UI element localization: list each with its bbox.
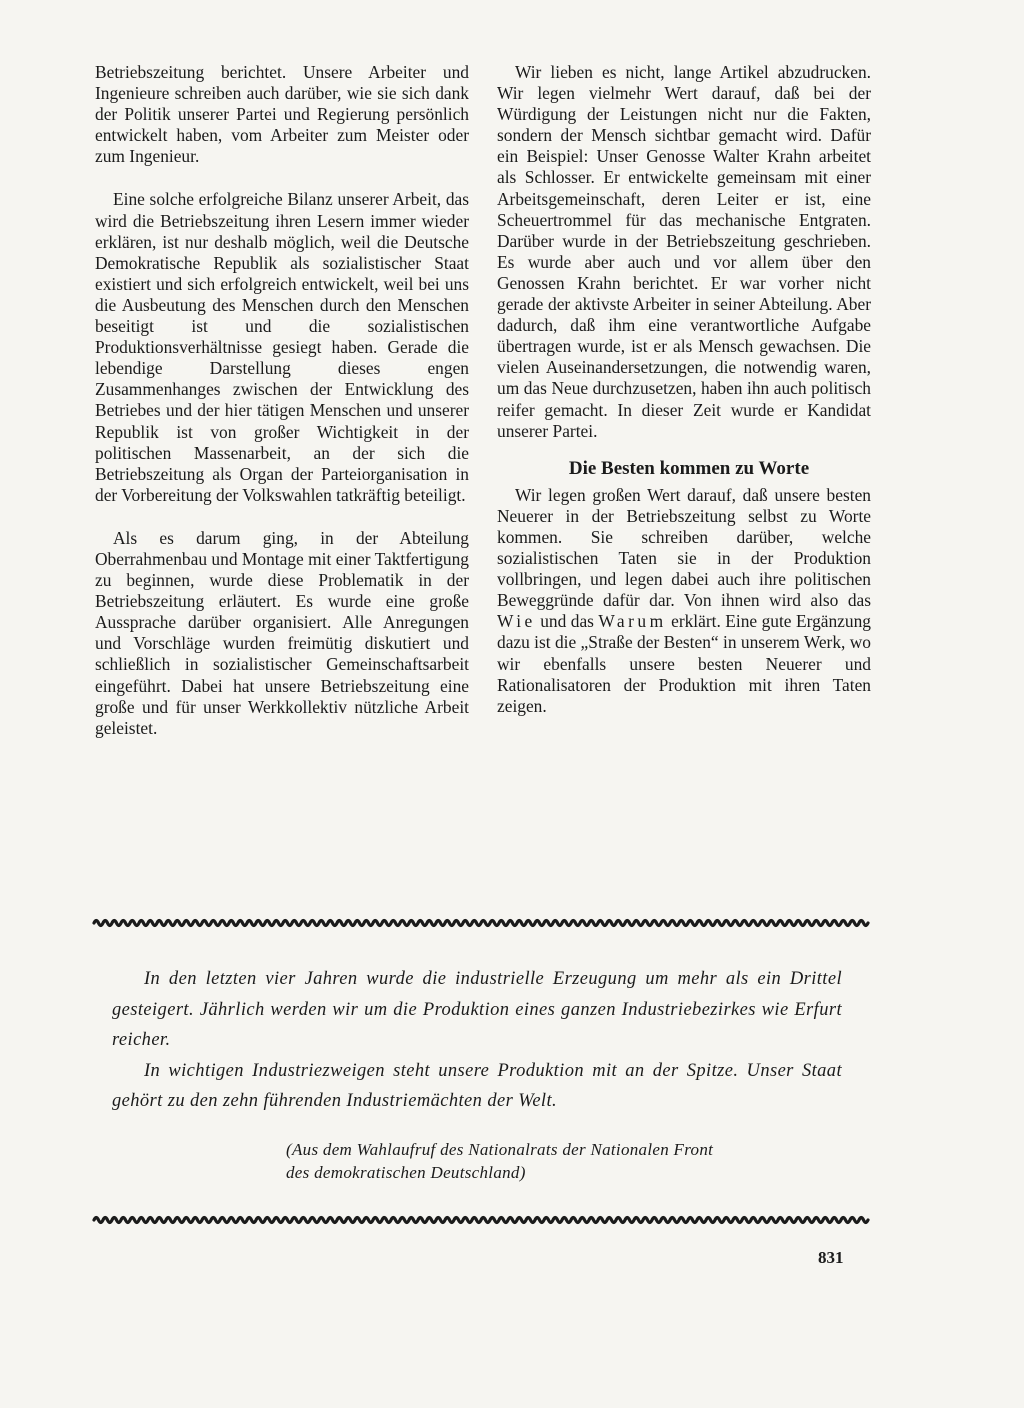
quote-source <box>286 1138 846 1184</box>
right-paragraph-2-text-b: und das <box>535 611 599 632</box>
wave-divider-top <box>92 916 872 930</box>
left-column <box>95 62 469 761</box>
quote-source-line-1: (Aus dem Wahlaufruf des Nationalrats der Nationalen Front <box>286 1140 714 1159</box>
right-column <box>497 62 871 739</box>
emphasis-warum: Warum <box>598 611 667 632</box>
right-paragraph-2 <box>497 485 871 717</box>
page-number: 831 <box>818 1248 844 1267</box>
right-paragraph-2-text-a: Wir legen großen Wert darauf, daß unsere besten Neuerer in der Betriebszeitung selbst zu Worte kommen. Sie schreiben darüber, welche sozialistischen Taten sie in der Produktion vollbringen, und legen dabei auch ihre politischen Beweggründe dafür dar. Von ihnen wird also das <box>497 484 871 611</box>
emphasis-wie: Wie <box>497 611 536 632</box>
wave-divider-bottom <box>92 1213 872 1227</box>
quote-source-line-2: des demokratischen Deutschland) <box>286 1163 526 1182</box>
left-paragraph-3: Als es darum ging, in der Abteilung Oberrahmenbau und Montage mit einer Taktfertigung zu beginnen, wurde diese Problematik in der Betriebszeitung erläutert. Es wurde eine große Aussprache darüber organisiert. Alle Anregungen und Vorschläge wurden freimütig diskutiert und schließlich in sozialistischer Gemeinschaftsarbeit eingeführt. Dabei hat unsere Betriebszeitung eine große und für unser Werkkollektiv nützliche Arbeit geleistet. <box>95 527 469 738</box>
right-paragraph-2-text-c: erklärt. Eine gute Ergänzung dazu ist die „Straße der Besten“ in unserem Werk, wo wir ebenfalls unsere besten Neuerer und Rationalisatoren der Produktion mit ihren Taten zeigen. <box>497 611 871 716</box>
right-paragraph-1: Wir lieben es nicht, lange Artikel abzudrucken. Wir legen vielmehr Wert darauf, daß bei der Würdigung der Leistungen nicht nur die Fakten, sondern der Mensch sichtbar gemacht wird. Dafür ein Beispiel: Unser Genosse Walter Krahn arbeitet als Schlosser. Er entwickelte gemeinsam mit einer Arbeitsgemeinschaft, deren Leiter er ist, eine Scheuertrommel für das mechanische Entgraten. Darüber wurde in der Betriebszeitung geschrieben. Es wurde aber auch und vor allem über den Genossen Krahn berichtet. Er war vorher nicht gerade der aktivste Arbeiter in seiner Abteilung. Aber dadurch, daß ihm eine verantwortliche Aufgabe übertragen wurde, ist er als Mensch gewachsen. Die vielen Auseinandersetzungen, die notwendig waren, um das Neue durchzusetzen, haben ihn auch politisch reifer gemacht. In dieser Zeit wurde er Kandidat unserer Partei. <box>497 62 871 441</box>
quote-paragraph-1: In den letzten vier Jahren wurde die industrielle Erzeugung um mehr als ein Drittel gesteigert. Jährlich werden wir um die Produktion eines ganzen Industriebezirkes wie Erfurt reicher. <box>112 969 842 1050</box>
left-paragraph-2: Eine solche erfolgreiche Bilanz unserer Arbeit, das wird die Betriebszeitung ihren Lesern immer wieder erklären, ist nur deshalb möglich, weil die Deutsche Demokratische Republik als sozialistischer Staat existiert und sich erfolgreich entwickelt, weil bei uns die Ausbeutung des Menschen durch den Menschen beseitigt ist und die sozialistischen Produktionsverhältnisse gesiegt haben. Gerade die lebendige Darstellung dieses engen Zusammenhanges zwischen der Entwicklung des Betriebes und der hier tätigen Menschen und unserer Republik ist von großer Wichtigkeit in der politischen Massenarbeit, an der sich die Betriebszeitung als Organ der Parteiorganisation in der Vorbereitung der Volkswahlen tatkräftig beteiligt. <box>95 189 469 505</box>
quote-block <box>112 964 842 1117</box>
left-paragraph-1: Betriebszeitung berichtet. Unsere Arbeiter und Ingenieure schreiben auch darüber, wie sie sich dank der Politik unserer Partei und Regierung persönlich entwickelt haben, vom Arbeiter zum Meister oder zum Ingenieur. <box>95 62 469 167</box>
section-heading: Die Besten kommen zu Worte <box>568 457 810 479</box>
quote-paragraph-2: In wichtigen Industriezweigen steht unsere Produktion mit an der Spitze. Unser Staat gehört zu den zehn führenden Industriemächten der Welt. <box>112 1060 842 1111</box>
